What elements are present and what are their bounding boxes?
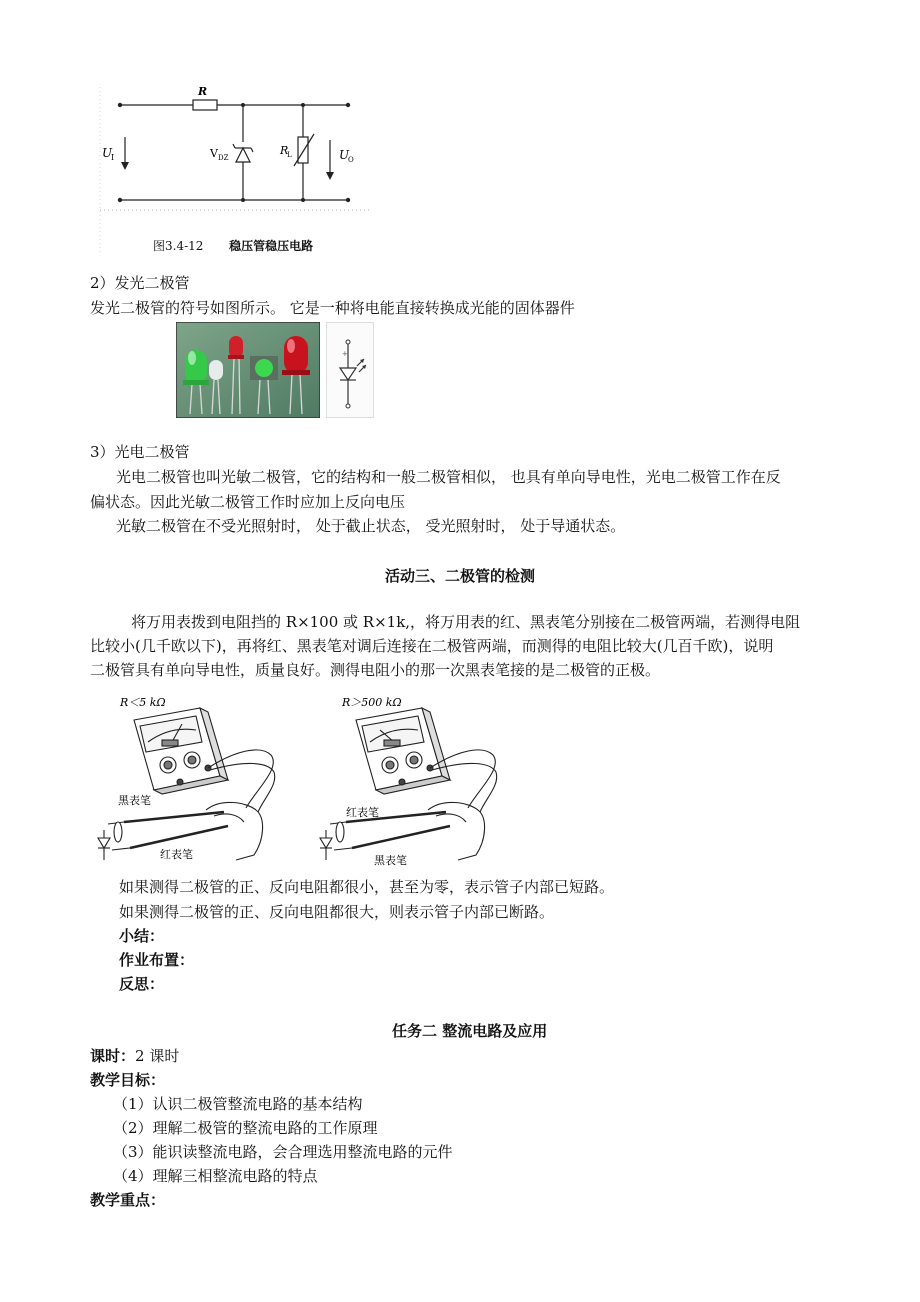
label-uo-sub: O	[348, 156, 354, 164]
meter-left-drawing	[96, 690, 326, 870]
label-rl-sub: L	[287, 151, 292, 159]
class-hours-value: 2 课时	[135, 1047, 180, 1065]
activity3-title	[0, 566, 920, 586]
reflection-label: 反思：	[119, 975, 165, 993]
right-upper-probe-label: 红表笔	[346, 806, 379, 819]
led-photo	[176, 322, 320, 418]
goal-item: （2）理解二极管的整流电路的工作原理	[113, 1119, 378, 1137]
zener-circuit-figure	[98, 82, 373, 257]
led-description: 发光二极管的符号如图所示。 它是一种将电能直接转换成光能的固体器件	[90, 299, 575, 317]
led-symbol-icon	[326, 322, 374, 418]
label-vdz-sub: DZ	[218, 154, 229, 162]
activity3-paragraph-line1: 将万用表拨到电阻挡的 R×100 或 R×1k,，将万用表的红、黑表笔分别接在二极管两端，若测得电阻	[131, 613, 801, 631]
goal-item: （4）理解三相整流电路的特点	[113, 1167, 318, 1185]
open-circuit-note: 如果测得二极管的正、反向电阻都很大，则表示管子内部已断路。	[119, 903, 555, 921]
label-ui-sub: I	[111, 153, 115, 162]
label-uo: U	[339, 148, 350, 162]
goal-item: （3）能识读整流电路，会合理选用整流电路的元件	[113, 1143, 453, 1161]
figure-caption-number: 图3.4-12	[153, 239, 204, 253]
svg-text:+: +	[342, 350, 348, 358]
photodiode-paragraph-2: 光敏二极管在不受光照射时， 处于截止状态， 受光照射时， 处于导通状态。	[116, 517, 626, 535]
right-reading: R＞500 kΩ	[342, 696, 402, 709]
key-points-label: 教学重点：	[90, 1191, 166, 1209]
led-symbol	[326, 322, 374, 418]
zener-circuit-diagram	[98, 82, 373, 257]
meter-figure-left	[96, 690, 326, 870]
left-lower-probe-label: 红表笔	[160, 848, 193, 861]
homework-label: 作业布置：	[119, 951, 195, 969]
photodiode-paragraph-1a: 光电二极管也叫光敏二极管，它的结构和一般二极管相似， 也具有单向导电性，光电二极管工作在反	[116, 468, 781, 486]
class-hours	[90, 1046, 179, 1066]
goal-item: （1）认识二极管整流电路的基本结构	[113, 1095, 363, 1113]
label-ui: U	[102, 146, 113, 160]
task2-title: 任务二 整流电路及应用	[392, 1022, 548, 1040]
activity3-paragraph-line2: 比较小(几千欧以下)，再将红、黑表笔对调后连接在二极管两端，而测得的电阻比较大(几百千欧)，说明	[90, 637, 774, 655]
teaching-goals-label: 教学目标：	[90, 1071, 166, 1089]
meter-figure-right	[318, 690, 548, 870]
left-upper-probe-label: 黑表笔	[118, 794, 151, 807]
label-rl: R	[280, 144, 289, 157]
meter-right-drawing	[318, 690, 548, 870]
short-circuit-note: 如果测得二极管的正、反向电阻都很小，甚至为零，表示管子内部已短路。	[119, 878, 615, 896]
led-heading: 2）发光二极管	[90, 274, 190, 292]
figure-caption-text: 稳压管稳压电路	[229, 239, 314, 253]
label-r: R	[198, 85, 208, 98]
led-photo-graphic	[176, 322, 320, 418]
summary-label: 小结：	[119, 927, 165, 945]
figure-caption	[153, 237, 313, 254]
activity3-title-text: 活动三、二极管的检测	[384, 567, 535, 585]
label-vdz: V	[210, 147, 218, 160]
right-lower-probe-label: 黑表笔	[374, 854, 407, 867]
photodiode-heading: 3）光电二极管	[90, 443, 190, 461]
left-reading: R＜5 kΩ	[120, 696, 166, 709]
photodiode-paragraph-1b: 偏状态。因此光敏二极管工作时应加上反向电压	[90, 493, 406, 511]
class-hours-label: 课时：	[90, 1047, 136, 1065]
activity3-paragraph-line3: 二极管具有单向导电性，质量良好。测得电阻小的那一次黑表笔接的是二极管的正极。	[90, 661, 661, 679]
